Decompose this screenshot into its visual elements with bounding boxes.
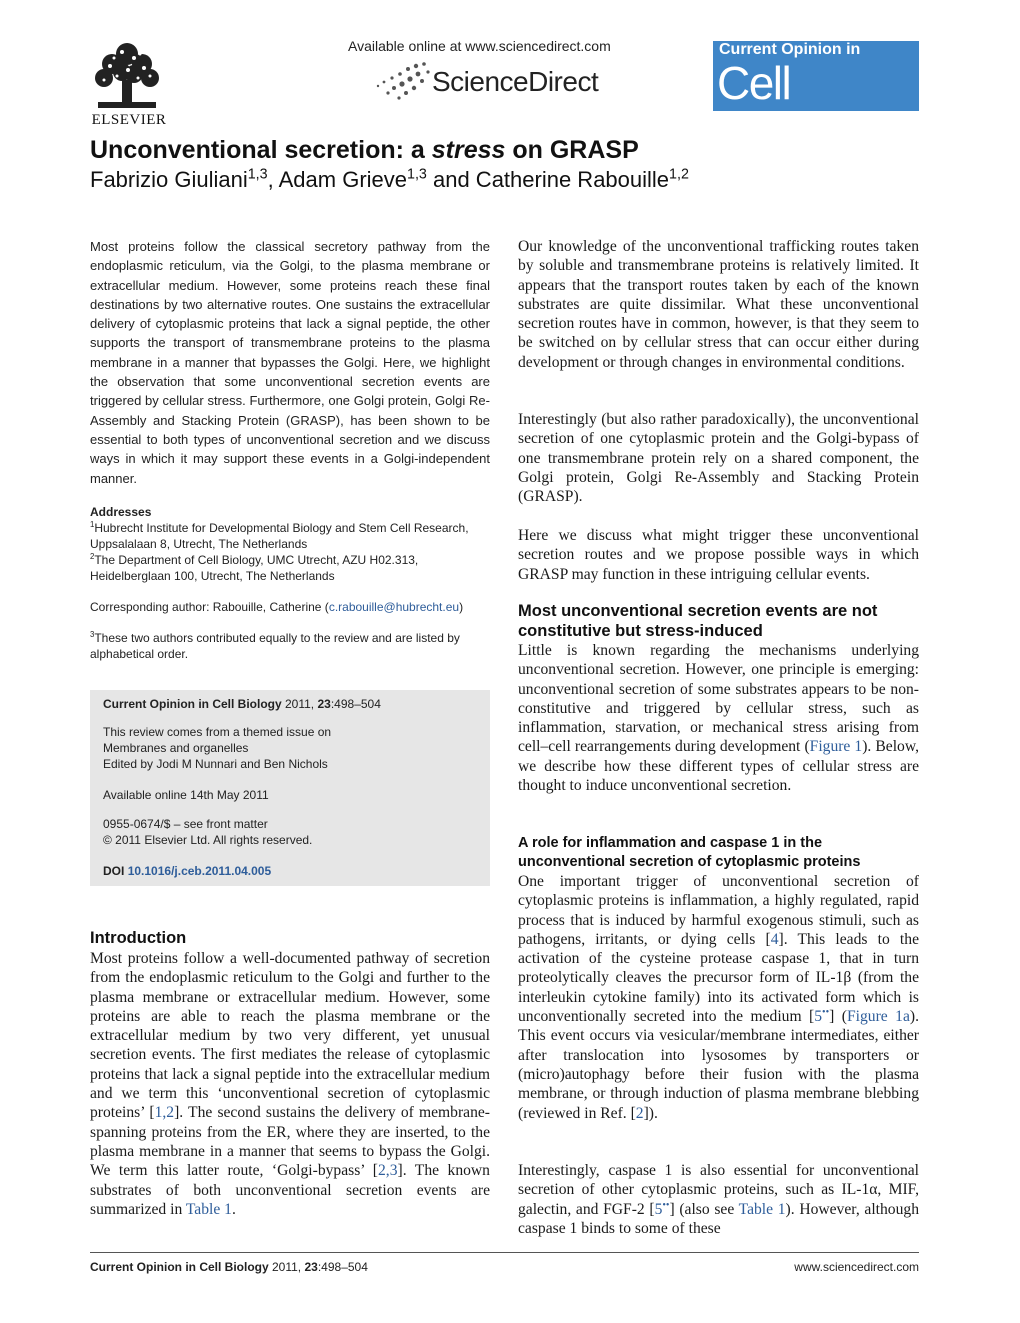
sciencedirect-logo <box>372 60 622 104</box>
info-pages: :498–504 <box>330 697 381 711</box>
introduction-heading: Introduction <box>90 929 187 947</box>
title-emphasis: stress <box>431 136 506 164</box>
doi-label: DOI <box>103 864 125 878</box>
title-part: on GRASP <box>505 136 639 164</box>
abstract: Most proteins follow the classical secretory pathway from the endoplasmic reticulum, via the Golgi, to the plasma membrane or extracellular medium. However, some proteins reach these final destinations by two alternative routes. One sustains the extracellular delivery of cytoplasmic proteins that lack a signal peptide, the other supports the transport of transmembrane proteins to the plasma membrane in a manner that bypasses the Golgi. Here, we highlight the observation that some unconventional secretion events are triggered by cellular stress. Furthermore, one Golgi protein, Golgi Re-Assembly and Stacking Protein (GRASP), has been shown to be essential to both types of unconventional secretion and we discuss ways in which it may support these events in a Golgi-independent manner. <box>90 239 490 486</box>
author-list <box>90 167 689 193</box>
paragraph: Interestingly (but also rather paradoxically), the unconventional secretion of one cytoplasmic protein and the Golgi-bypass of one transmembrane protein rely on a shared component, the Golgi protein, Golgi Re-Assembly and Stacking Protein (GRASP). <box>518 411 919 506</box>
elsevier-tree-icon <box>92 40 162 110</box>
journal-badge <box>713 41 919 161</box>
footer-pages: :498–504 <box>317 1260 368 1274</box>
paragraph: Interestingly, caspase 1 is also essential for unconventional secretion of other cytoplasmic proteins, such as IL-1α, MIF, galectin, and FGF-2 [5••] (also see Table 1). However, although caspase 1 binds to some of these <box>518 1162 919 1237</box>
paragraph: One important trigger of unconventional secretion of cytoplasmic proteins is inflammation, a highly regulated, rapid process that is induced by harmful exogenous stimuli, such as pathogens, irritants, or dying cells [4]. This leads to the activation of the cysteine protease caspase 1, that in turn proteolytically cleaves the precursor form of IL-1β (from the interleukin cytokine family) into its activated form which is unconventionally secreted into the medium [5••] (Figure 1a). This event occurs via vesicular/membrane intermediates, either after translocation into lysosomes by transporters or (micro)autophagy before their fusion with the plasma membrane, or through induction of plasma membrane blebbing (reviewed in Ref. [2]). <box>518 873 919 1122</box>
section-heading-stress: Most unconventional secretion events are not constitutive but stress-induced <box>518 602 878 640</box>
info-citation <box>103 696 483 712</box>
paragraph: Here we discuss what might trigger these unconventional secretion routes and we propose possible ways in which GRASP may function in these intriguing cellular events. <box>518 527 919 583</box>
article-title <box>90 136 639 165</box>
address-2 <box>90 552 490 584</box>
subsection-heading-inflammation: A role for inflammation and caspase 1 in the unconventional secretion of cytoplasmic proteins <box>518 835 861 871</box>
note-sup: 3 <box>90 630 95 639</box>
footer-year: 2011, <box>268 1260 305 1274</box>
footer-citation <box>90 1260 368 1274</box>
journal-badge-line1: Current Opinion in <box>719 41 861 58</box>
info-editors: Edited by Jodi M Nunnari and Ben Nichols <box>103 757 328 771</box>
note-text: These two authors contributed equally to the review and are listed by alphabetical order. <box>90 631 460 661</box>
info-year: 2011, <box>281 697 318 711</box>
reference-link[interactable]: 5 <box>654 1200 663 1218</box>
email-link[interactable]: c.rabouille@hubrecht.eu <box>328 600 460 614</box>
corresponding-text: Corresponding author: Rabouille, Catherine ( <box>90 600 329 614</box>
sciencedirect-wordmark: ScienceDirect <box>432 66 599 97</box>
sciencedirect-dots-icon <box>372 60 432 104</box>
footer-website[interactable]: www.sciencedirect.com <box>794 1260 919 1274</box>
footer-volume: 23 <box>304 1260 318 1274</box>
introduction-text: Most proteins follow a well-documented pathway of secretion from the endoplasmic reticulum to the Golgi and further to the plasma membrane or extracellular medium. However, some proteins are able to reach the plasma membrane or the extracellular medium by two very different, yet unusual secretion events. The first mediates the release of cytoplasmic proteins that lack a signal peptide into the extracellular medium and we term this ‘unconventional secretion of cytoplasmic proteins’ [1,2]. The second sustains the delivery of membrane-spanning proteins from the ER, where they are inserted, to the plasma membrane in a manner that seems to bypass the Golgi. We term this latter route, ‘Golgi-bypass’ [2,3]. The known substrates of both unconventional secretion events are summarized in Table 1. <box>90 950 490 1218</box>
reference-link[interactable]: 1,2 <box>154 1104 175 1122</box>
address-1 <box>90 520 490 552</box>
title-part: Unconventional secretion: a <box>90 136 432 164</box>
paragraph: Our knowledge of the unconventional trafficking routes taken by soluble and transmembrane proteins is relatively limited. It appears that the transport routes taken by each of the known substrates are quite dissimilar. What these unconventional secretion routes have in common, however, is that they seem to be switched on by cellular stress that can occur either during development or through changes in environmental conditions. <box>518 238 919 371</box>
info-volume: 23 <box>317 697 331 711</box>
info-available: Available online 14th May 2011 <box>103 788 269 802</box>
address-sup: 1 <box>90 520 95 529</box>
info-theme-name: Membranes and organelles <box>103 741 249 755</box>
author-name: and Catherine Rabouille <box>426 167 670 192</box>
reference-sup: •• <box>662 1199 670 1211</box>
article-info-box <box>90 690 490 886</box>
info-theme: This review comes from a themed issue on <box>103 725 332 739</box>
addresses-heading: Addresses <box>90 505 152 519</box>
reference-sup: •• <box>822 1006 830 1018</box>
reference-link[interactable]: 2,3 <box>378 1162 398 1180</box>
available-online-text: Available online at www.sciencedirect.com <box>348 38 611 54</box>
author-affiliation-sup: 1,3 <box>407 166 427 183</box>
reference-link[interactable]: 5 <box>814 1008 823 1026</box>
elsevier-logo <box>88 40 168 128</box>
address-text: The Department of Cell Biology, UMC Utrecht, AZU H02.313, Heidelberglaan 100, Utrecht, The Netherlands <box>90 553 419 583</box>
author-affiliation-sup: 1,3 <box>247 166 268 183</box>
author-name: Fabrizio Giuliani <box>90 167 248 192</box>
footer-divider <box>90 1252 919 1253</box>
table-link[interactable]: Table 1 <box>185 1200 232 1218</box>
author-affiliation-sup: 1,2 <box>669 166 689 183</box>
address-sup: 2 <box>90 552 95 561</box>
info-copyright: © 2011 Elsevier Ltd. All rights reserved. <box>103 833 313 847</box>
paragraph: Little is known regarding the mechanisms underlying unconventional secretion. However, one principle is emerging: unconventional secretion of some substrates appears to be non-constitutive and triggered by cellular stress, such as inflammation, starvation, or mechanical stress arising from cell–cell rearrangements during development (Figure 1). Below, we describe how these different types of cellular stress are thought to induce unconventional secretion. <box>518 642 919 795</box>
corresponding-author <box>90 599 490 615</box>
equal-contribution-note <box>90 630 490 662</box>
figure-link[interactable]: Figure 1a <box>847 1008 910 1026</box>
info-doi <box>103 863 483 879</box>
figure-link[interactable]: Figure 1 <box>809 738 863 756</box>
info-journal: Current Opinion in Cell Biology <box>103 697 282 711</box>
addresses <box>90 504 490 584</box>
reference-link[interactable]: 4 <box>770 930 779 948</box>
corresponding-text: ) <box>459 600 464 614</box>
journal-badge-line2: Cell Biology <box>717 57 858 161</box>
info-issn: 0955-0674/$ – see front matter <box>103 817 268 831</box>
elsevier-wordmark: ELSEVIER <box>91 112 167 128</box>
footer-journal: Current Opinion in Cell Biology <box>90 1260 269 1274</box>
address-text: Hubrecht Institute for Developmental Biology and Stem Cell Research, Uppsalalaan 8, Utrecht, The Netherlands <box>90 521 469 551</box>
reference-link[interactable]: 2 <box>635 1104 644 1122</box>
author-name: , Adam Grieve <box>267 167 407 192</box>
doi-link[interactable]: 10.1016/j.ceb.2011.04.005 <box>127 864 272 878</box>
table-link[interactable]: Table 1 <box>738 1200 786 1218</box>
